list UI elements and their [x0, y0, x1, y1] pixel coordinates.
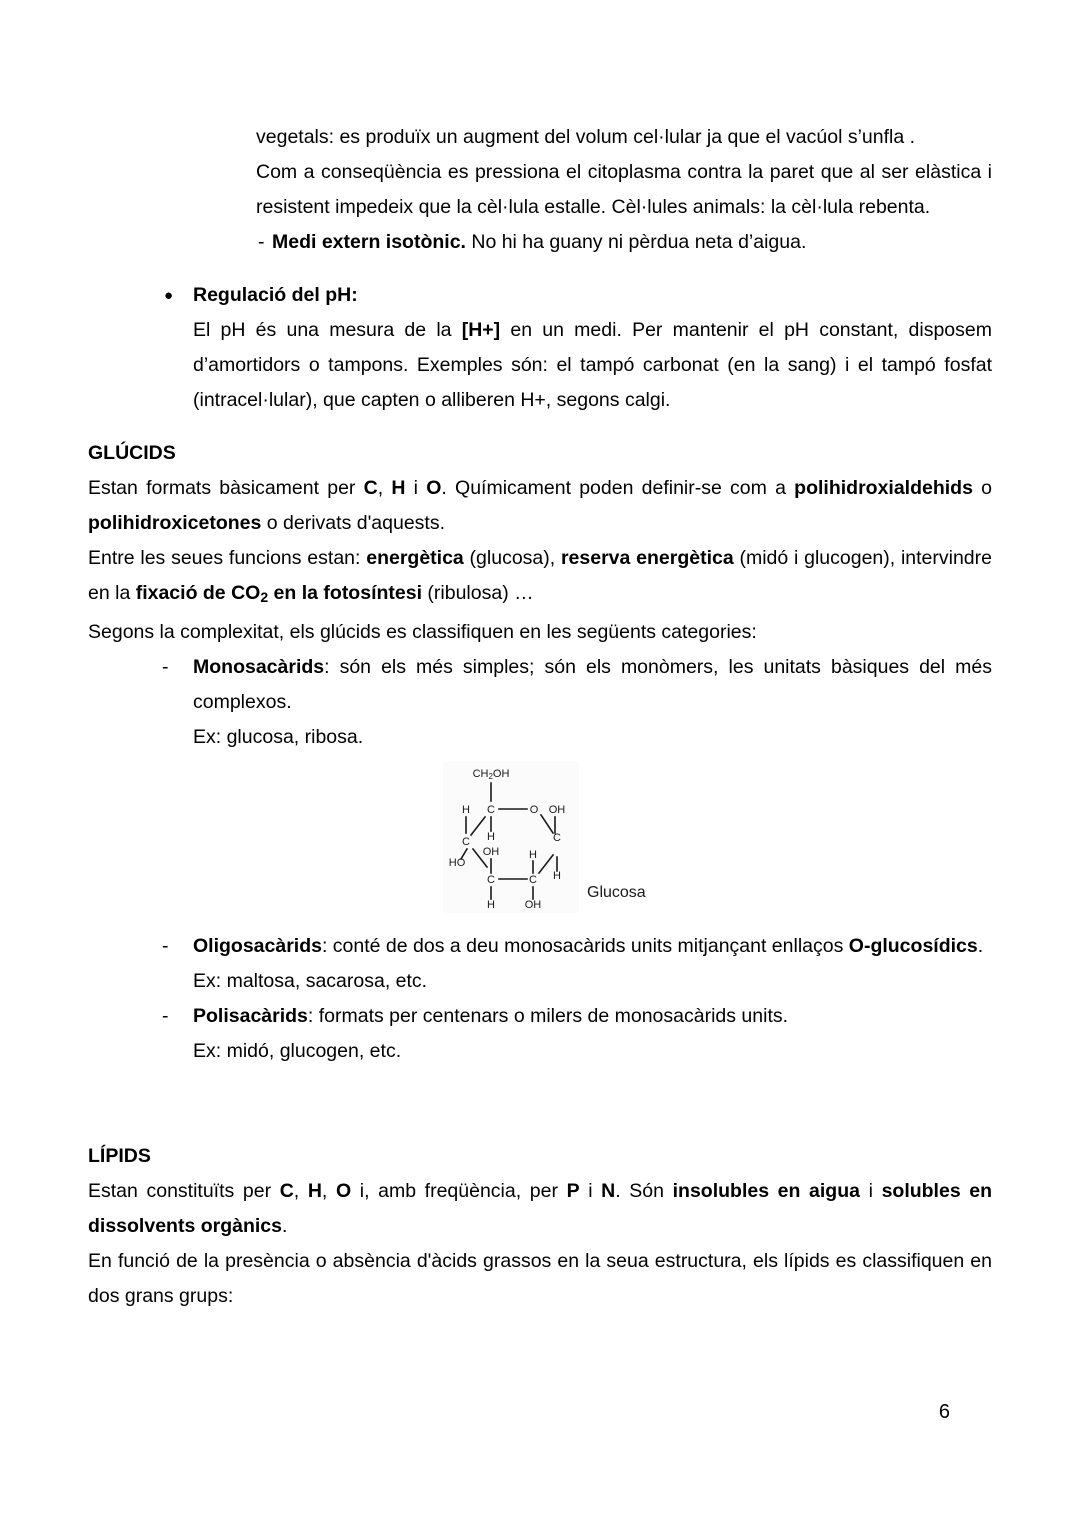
text-run: i — [405, 477, 427, 499]
list-item-isotonic — [88, 225, 992, 260]
text-run: , — [377, 477, 392, 499]
dash-marker: - — [162, 656, 169, 679]
list-item-text — [272, 225, 992, 260]
isotonic-label: Medi extern isotònic. — [272, 231, 466, 253]
ph-body-part2: en un medi. Per mantenir el pH constant, disposem d’amortidors o tampons. Exemples són: el tampó carbonat (en la sang) i el tampó fosfat (intracel·lular), que capten o alliberen H+, segons calgi. — [193, 319, 992, 411]
figure-glucose — [88, 761, 992, 929]
page-content — [88, 120, 992, 1314]
text-run: i — [579, 1180, 602, 1203]
bullet-item-ph-regulation — [88, 278, 992, 313]
dash-marker: - — [162, 1005, 169, 1028]
element-hydrogen: H — [391, 477, 406, 499]
paragraph-lipids-classification: En funció de la presència o absència d'àcids grassos en la seua estructura, els lípids es classifiquen en dos grans grups: — [88, 1250, 992, 1308]
text-run: . — [977, 935, 984, 958]
term-energetica: energètica — [366, 547, 464, 569]
paragraph-osmosis-line2: Com a conseqüència es pressiona el citoplasma contra la paret que al ser elàstica i resistent impedeix que la cèl·lula estalle. Cèl·lules animals: la cèl·lula rebenta. — [256, 161, 992, 218]
atom-label-h-bottom-left: H — [487, 899, 495, 912]
atom-label-oh-bottom-right: OH — [524, 899, 542, 912]
element-carbon: C — [279, 1180, 294, 1203]
term-o-glucosidics: O-glucosídics — [848, 935, 978, 958]
term-oligosacarids: Oligosacàrids — [193, 935, 322, 958]
atom-label-c-bottom-right: C — [529, 874, 537, 887]
atom-label-h-right-inner: H — [529, 849, 537, 862]
isotonic-rest: No hi ha guany ni pèrdua neta d’aigua. — [465, 231, 807, 253]
text-run: (ribulosa) … — [422, 582, 534, 604]
ph-bracket-h-plus: [H+] — [461, 319, 501, 341]
text-run: : són els més simples; són els monòmers, les unitats bàsiques del més complexos. — [193, 656, 992, 714]
ph-regulation-heading: Regulació del pH: — [193, 284, 358, 306]
text-run: fixació de CO — [135, 582, 261, 604]
atom-label-h-left-upper: H — [462, 804, 470, 817]
paragraph-glucids-functions — [88, 541, 992, 615]
spacer — [88, 260, 992, 278]
element-nitrogen: N — [601, 1180, 616, 1203]
term-solubles-organics: solubles en dissolvents orgànics — [88, 1180, 993, 1238]
atom-label-h-right-lower: H — [553, 870, 561, 883]
atom-label-h-top-inner: H — [487, 831, 495, 844]
text-run: Estan constituïts per — [88, 1180, 280, 1203]
text-run: Entre les seues funcions estan: — [88, 547, 367, 569]
glucose-structure-image — [443, 761, 579, 913]
term-insolubles-aigua: insolubles en aigua — [672, 1180, 860, 1203]
text-run: , — [293, 1180, 308, 1203]
term-reserva-energetica: reserva energètica — [560, 547, 734, 569]
atom-label-c-right: C — [553, 832, 561, 845]
bullet-dot-icon: ● — [164, 287, 174, 304]
list-item-polisacarids — [88, 999, 992, 1034]
text-run: o derivats d'aquests. — [261, 512, 446, 534]
text-run: . Són — [615, 1180, 673, 1203]
paragraph-ph-body — [193, 313, 992, 418]
section-title-lipids: LÍPIDS — [88, 1145, 151, 1168]
text-run: . Químicament poden definir-se com a — [441, 477, 795, 499]
atom-label-ch2oh: CH2OH — [472, 768, 510, 782]
element-phosphorus: P — [566, 1180, 580, 1203]
term-polisacarids: Polisacàrids — [193, 1005, 308, 1028]
atom-label-c-bottom-left: C — [487, 874, 495, 887]
subscript-two: 2 — [260, 589, 269, 606]
atom-label-c-top: C — [487, 804, 495, 817]
text-run: Estan formats bàsicament per — [88, 477, 364, 499]
figure-caption-glucosa: Glucosa — [587, 884, 646, 902]
example-monosacarids: Ex: glucosa, ribosa. — [193, 726, 364, 749]
list-item-text — [193, 929, 992, 964]
text-run: : formats per centenars o milers de monosacàrids units. — [307, 1005, 789, 1028]
spacer — [88, 418, 992, 436]
atom-label-oh-left-inner: OH — [482, 846, 500, 859]
element-oxygen: O — [335, 1180, 352, 1203]
element-hydrogen: H — [307, 1180, 322, 1203]
element-oxygen: O — [426, 477, 442, 499]
text-run: (glucosa), — [463, 547, 561, 569]
list-item-oligosacarids — [88, 929, 992, 964]
dash-marker: - — [162, 935, 169, 958]
text-run: o — [972, 477, 993, 499]
glucose-haworth-svg — [443, 761, 579, 913]
list-item-monosacarids — [88, 650, 992, 720]
atom-label-o-ring: O — [529, 804, 539, 817]
spacer — [88, 1069, 992, 1139]
text-run: (midó i glucogen), intervindre en la — [88, 547, 992, 604]
text-run: en la fotosíntesi — [268, 582, 422, 604]
atom-label-ho-left: HO — [448, 857, 466, 870]
ph-body-part1: El pH és una mesura de la — [193, 319, 462, 341]
term-polihidroxialdehids: polihidroxialdehids — [794, 477, 973, 499]
text-run: , — [321, 1180, 336, 1203]
text-run: : conté de dos a deu monosacàrids units mitjançant enllaços — [321, 935, 849, 958]
text-run: . — [281, 1215, 288, 1238]
example-polisacarids: Ex: midó, glucogen, etc. — [193, 1040, 402, 1063]
paragraph-lipids-composition — [88, 1174, 992, 1244]
example-oligosacarids: Ex: maltosa, sacarosa, etc. — [193, 970, 428, 993]
page-number: 6 — [938, 1401, 950, 1423]
atom-label-oh-right-upper: OH — [548, 804, 566, 817]
list-item-text — [193, 999, 992, 1034]
section-title-glucids: GLÚCIDS — [88, 442, 176, 464]
text-run: i — [859, 1180, 882, 1203]
text-run: i, amb freqüència, per — [351, 1180, 567, 1203]
list-item-text — [193, 650, 992, 720]
atom-label-c-left: C — [462, 836, 470, 849]
term-monosacarids: Monosacàrids — [193, 656, 325, 679]
paragraph-osmosis-line1: vegetals: es produïx un augment del volum cel·lular ja que el vacúol s’unfla . — [256, 126, 916, 148]
paragraph-glucids-classification: Segons la complexitat, els glúcids es classifiquen en les següents categories: — [88, 621, 757, 644]
element-carbon: C — [363, 477, 378, 499]
dash-marker: - — [258, 231, 265, 253]
term-fixacio-co2 — [136, 582, 422, 604]
term-polihidroxicetones: polihidroxicetones — [88, 512, 262, 534]
paragraph-glucids-composition — [88, 471, 992, 541]
